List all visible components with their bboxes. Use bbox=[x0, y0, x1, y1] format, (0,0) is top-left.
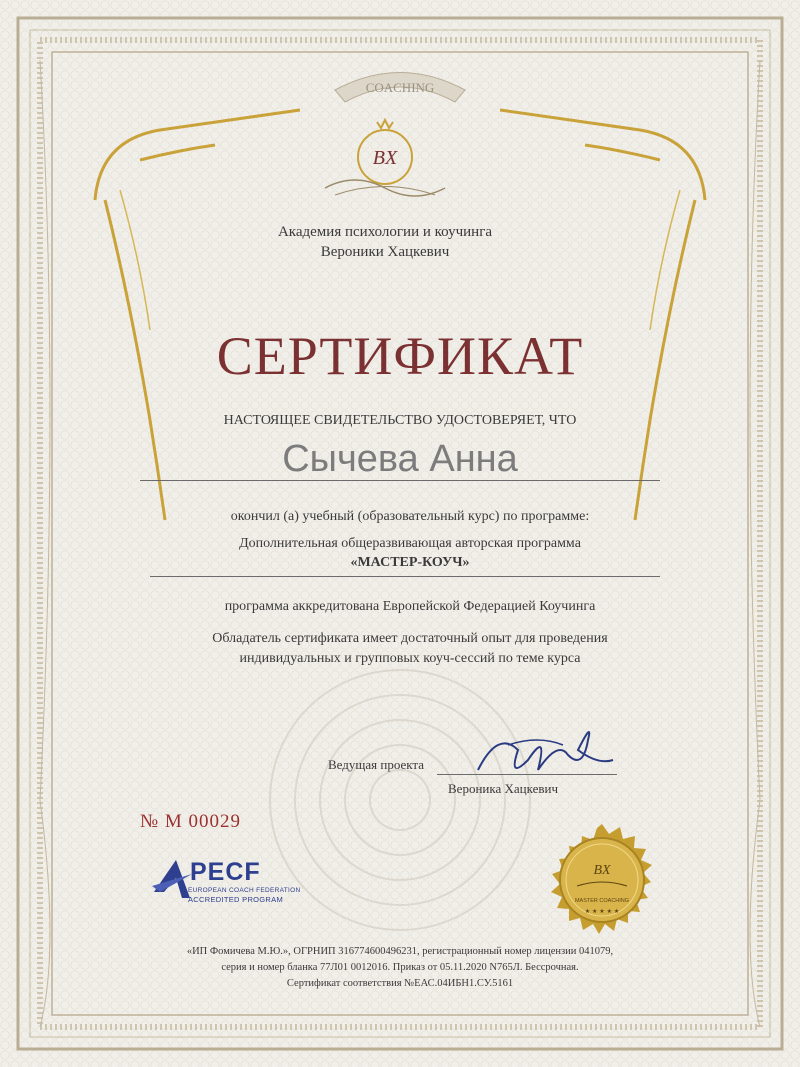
program-name: «МАСТЕР-КОУЧ» bbox=[350, 555, 470, 570]
academy-line-2: Вероники Хацкевич bbox=[320, 244, 450, 260]
ecf-logo-sub1: EUROPEAN COACH FEDERATION bbox=[188, 887, 301, 894]
signature bbox=[468, 700, 618, 790]
academy-name bbox=[200, 222, 570, 262]
seal-monogram: BX bbox=[593, 863, 611, 878]
academy-line-1: Академия психологии и коучинга bbox=[277, 224, 493, 240]
seal-stars: ★ ★ ★ ★ ★ bbox=[584, 908, 620, 915]
certificate-subtitle: НАСТОЯЩЕЕ СВИДЕТЕЛЬСТВО УДОСТОВЕРЯЕТ, ЧТО bbox=[223, 413, 577, 428]
certificate-number: № М 00029 bbox=[140, 811, 242, 832]
recipient-name: Сычева Анна bbox=[282, 438, 518, 480]
accreditation-text: программа аккредитована Европейской Федерацией Коучинга bbox=[224, 599, 596, 614]
footer-line-3: Сертификат соответствия №ЕАС.04ИБН1.СУ.5161 bbox=[286, 978, 514, 989]
gold-seal bbox=[537, 822, 667, 952]
program-underline bbox=[150, 576, 660, 577]
coaching-emblem bbox=[315, 60, 485, 220]
ecf-logo-sub2: ACCREDITED PROGRAM bbox=[188, 895, 283, 904]
seal-text: MASTER COACHING bbox=[574, 898, 630, 904]
footer-line-1: «ИП Фомичева М.Ю.», ОГРНИП 316774600496231, регистрационный номер лицензии 041079, bbox=[186, 946, 614, 957]
holder-line-1: Обладатель сертификата имеет достаточный опыт для проведения bbox=[212, 631, 608, 646]
ecf-logo bbox=[152, 856, 302, 908]
emblem-arc-text: COACHING bbox=[365, 80, 435, 95]
lead-label: Ведущая проекта bbox=[328, 757, 425, 772]
holder-line-2: индивидуальных и групповых коуч-сессий по теме курса bbox=[239, 651, 581, 666]
name-underline bbox=[140, 480, 660, 481]
footer-line-2: серия и номер бланка 77Л01 0012016. Приказ от 05.11.2020 N765Л. Бессрочная. bbox=[221, 962, 579, 973]
lead-name: Вероника Хацкевич bbox=[448, 781, 559, 796]
completed-text: окончил (а) учебный (образовательный курс) по программе: bbox=[230, 509, 590, 524]
ecf-logo-main: PECF bbox=[190, 858, 261, 886]
emblem-monogram: BX bbox=[372, 147, 398, 169]
ecf-star-icon bbox=[152, 858, 192, 902]
program-description: Дополнительная общеразвивающая авторская программа bbox=[239, 536, 581, 551]
certificate-title: СЕРТИФИКАТ bbox=[216, 326, 584, 386]
